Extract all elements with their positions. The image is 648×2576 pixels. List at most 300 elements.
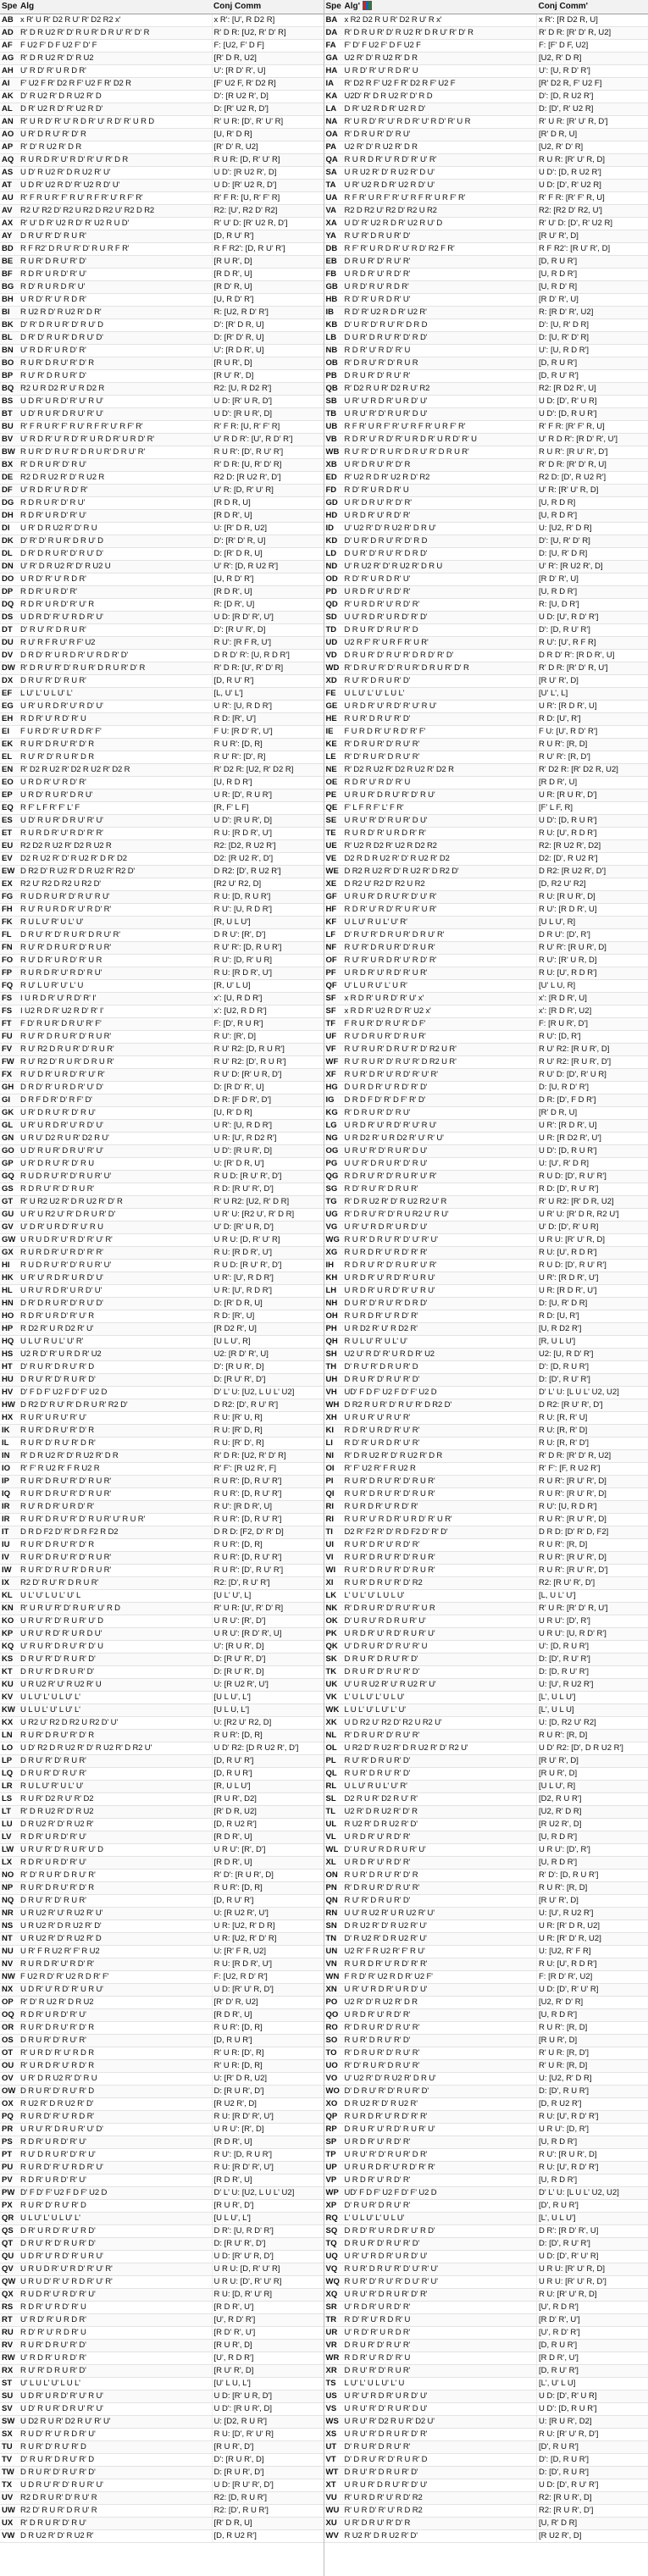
algorithm: D' R' D' R U R' D R U' D: [19, 535, 212, 548]
algorithm: D' R' D R U R' D' R U' D: [19, 319, 212, 332]
algorithm: U L' U' L U L' U' L: [19, 1590, 212, 1603]
algorithm: U D2 R U R' D2 R U' R' U': [19, 2416, 212, 2429]
case-code: UV: [0, 2492, 19, 2505]
table-row: [0, 650, 324, 662]
case-code: TK: [324, 1666, 343, 1679]
commutator: U R': [U', R D R']: [212, 1272, 324, 1285]
algorithm: D' R U R' D R U' R': [343, 2441, 537, 2454]
case-code: WB: [324, 446, 343, 459]
commutator: D': [R' D R, U]: [212, 319, 324, 332]
table-row: [0, 688, 324, 701]
algorithm: R U R' U R U' R' U': [19, 1412, 212, 1425]
commutator: [U, R D R']: [537, 1831, 648, 1844]
commutator: [R U' R', D]: [212, 2365, 324, 2378]
algorithm: R F' R' U R D R' U' R D' R2 F R': [343, 243, 537, 256]
case-code: GI: [0, 1094, 19, 1107]
case-code: GS: [0, 1183, 19, 1196]
table-row: [324, 307, 648, 319]
table-row: [0, 2073, 324, 2086]
commutator: R U R: [D, R' U' R]: [212, 154, 324, 167]
table-row: [324, 1806, 648, 1819]
commutator: U: [R2 U' R2, D]: [212, 1717, 324, 1730]
algorithm: R U R' D R U' R' D' R U R' U' R U R': [19, 1514, 212, 1526]
table-row: [0, 2390, 324, 2403]
table-row: [0, 1742, 324, 1755]
table-row: [324, 535, 648, 548]
commutator: U: [D2, R U R']: [212, 2416, 324, 2429]
algorithm: R' D R U2 R' D' R U R' D R U' R' D' R: [19, 27, 212, 40]
algorithm: U R' F R U2 R' F' R U2: [19, 1946, 212, 1958]
commutator: [R D R', U]: [212, 510, 324, 523]
commutator: R U: [U', R D R']: [537, 967, 648, 980]
algorithm: R U' R2 D R U R' D' R U R': [19, 1044, 212, 1056]
algorithm: R U R' D2 R U' R' D2: [19, 1793, 212, 1806]
commutator: [U, R D R]: [537, 497, 648, 510]
commutator: U D': [R U R', D]: [212, 1145, 324, 1158]
table-row: [324, 2454, 648, 2467]
case-code: SR: [324, 2302, 343, 2314]
commutator: U R' U: [R' D R, R2 U']: [537, 1209, 648, 1222]
algorithm: L' U L U' L' U L U': [343, 2213, 537, 2225]
algorithm: R' D' R U R' D R U' R': [343, 751, 537, 764]
case-code: KW: [0, 1704, 19, 1717]
table-row: [324, 1234, 648, 1247]
commutator: R: [D R', U]: [212, 599, 324, 612]
table-row: [324, 1476, 648, 1488]
algorithm: R' U2 R D2 R' U2 R D2 R2: [343, 840, 537, 853]
algorithm: R U R D R' U' R D' R' R': [343, 1958, 537, 1971]
case-code: KI: [324, 1425, 343, 1438]
table-row: [0, 573, 324, 586]
table-row: [0, 1526, 324, 1539]
commutator: U D': [D, R U R']: [537, 2403, 648, 2416]
table-row: [324, 2314, 648, 2327]
algorithm: R F R' U R F' R' U' R F R' U R F' R': [343, 421, 537, 434]
case-code: SF: [324, 1005, 343, 1018]
commutator: U: [R U2 R', U']: [212, 1679, 324, 1692]
case-code: QU: [0, 2251, 19, 2263]
table-row: [0, 154, 324, 167]
algorithm: R U R D R' U' R D' R' U' R': [343, 154, 537, 167]
table-row: [324, 599, 648, 612]
algorithm: R2 D R U2 R' D' R U2 R: [19, 472, 212, 485]
algorithm: U R U2 R' U' R U2 R' U': [19, 1908, 212, 1920]
algorithm: R2 D' R U R' D R U' R: [19, 2505, 212, 2518]
table-row: [324, 2479, 648, 2492]
algorithm: R D R' U' R D' R' U: [19, 2302, 212, 2314]
algorithm: U R' U' R D R' U R D' U': [343, 1222, 537, 1234]
table-row: [0, 2251, 324, 2263]
commutator: R U: [R, R' D']: [537, 1438, 648, 1450]
table-row: [324, 675, 648, 688]
commutator: D R2: [D', R U2 R']: [212, 866, 324, 878]
case-code: KG: [324, 1107, 343, 1120]
commutator: [R U2 R', D]: [537, 2530, 648, 2543]
table-row: [324, 2073, 648, 2086]
algorithm: R U R' D' R U' R' D R U R' D R U' R': [19, 446, 212, 459]
algorithm: R U' R' D R U R' D' R U R': [19, 942, 212, 955]
algorithm: L U' L' U L U' L' U: [343, 2378, 537, 2390]
table-row: [0, 2530, 324, 2543]
commutator: R U R': [R, D]: [537, 739, 648, 751]
commutator: R U': [R' U R, D]: [537, 955, 648, 967]
case-code: QE: [324, 802, 343, 815]
algorithm: R' D2 R U2 R' D2 R U2 R' D2 R: [343, 764, 537, 777]
table-row: [324, 1082, 648, 1094]
commutator: R U': [R D R', U]: [212, 1501, 324, 1514]
algorithm: R D' R' U' R D R' U: [343, 2314, 537, 2327]
commutator: U: [R' D R, U2]: [212, 2073, 324, 2086]
algorithm: U R' U' R D R' U R D' U': [343, 1984, 537, 1997]
case-code: EW: [0, 866, 19, 878]
commutator: D': [R U' R', D]: [212, 624, 324, 637]
table-row: [0, 1056, 324, 1069]
case-code: PQ: [0, 2111, 19, 2124]
commutator: R U: [D, R U R']: [212, 891, 324, 904]
table-row: [0, 116, 324, 129]
algorithm: R U D R U R' D' R U' R U': [19, 891, 212, 904]
table-row: [0, 1997, 324, 2009]
commutator: [R U2 R', D]: [537, 1819, 648, 1831]
algorithm: U R' U' R D R' U R D' U': [19, 1272, 212, 1285]
case-code: NW: [0, 1971, 19, 1984]
table-row: [0, 1539, 324, 1552]
algorithm: U D R' U' R D' R' U R U': [19, 2251, 212, 2263]
commutator: U: [R' D R, U2]: [212, 523, 324, 535]
algorithm: U R' U' R D R' U R D' U': [343, 2390, 537, 2403]
commutator: [R, U L U']: [537, 1336, 648, 1349]
case-code: QW: [0, 2276, 19, 2289]
table-row: [0, 2454, 324, 2467]
algorithm: R D R' U R D' R' U' R: [19, 1310, 212, 1323]
table-row: [0, 2022, 324, 2035]
case-code: AK: [0, 91, 19, 103]
commutator: U: [R' D R, U']: [212, 1158, 324, 1171]
case-code: WP: [324, 2187, 343, 2200]
commutator: [U2, R' D R]: [537, 53, 648, 65]
case-code: UF: [324, 1031, 343, 1044]
commutator: R U D: [D', R U' R']: [537, 1171, 648, 1183]
case-code: GL: [0, 1120, 19, 1133]
commutator: U': [D, R U R']: [537, 1641, 648, 1654]
case-code: XT: [324, 2479, 343, 2492]
commutator: U: [U', R' D R]: [537, 1158, 648, 1171]
algorithm: U' R U2 R' D' R U2 R' D R U: [343, 561, 537, 573]
case-code: UB: [324, 421, 343, 434]
commutator: U: [U', R U2 R']: [537, 1679, 648, 1692]
commutator: U R U': [D', R']: [537, 1844, 648, 1857]
commutator: [R D R', U]: [212, 2174, 324, 2187]
case-code: LQ: [0, 1768, 19, 1781]
table-row: [324, 1145, 648, 1158]
algorithm: U R' D R U' R' D' R U': [19, 1107, 212, 1120]
algorithm: L' U L U' L' U L U': [343, 1692, 537, 1704]
table-row: [324, 1438, 648, 1450]
case-code: HD: [324, 510, 343, 523]
commutator: U R': [U, R D R']: [212, 1120, 324, 1133]
table-row: [0, 53, 324, 65]
table-row: [324, 2098, 648, 2111]
table-row: [324, 2390, 648, 2403]
left-table: [0, 0, 324, 2543]
case-code: QX: [0, 2289, 19, 2302]
case-code: HI: [0, 1260, 19, 1272]
commutator: R2: [R2 D' R2, U']: [537, 205, 648, 218]
case-code: UD: [324, 637, 343, 650]
case-code: OB: [324, 357, 343, 370]
case-code: DA: [324, 27, 343, 40]
algorithm: U2 R' D R U2 R' D' R: [343, 1806, 537, 1819]
table-row: [0, 1704, 324, 1717]
table-row: [0, 1082, 324, 1094]
case-code: UH: [324, 1374, 343, 1387]
commutator: R U D: [R U' R', D']: [212, 1260, 324, 1272]
algorithm: U R U' R' D' R U R' D R': [343, 2149, 537, 2162]
case-code: DU: [0, 637, 19, 650]
commutator: D: [R U' R', D']: [212, 2238, 324, 2251]
algorithm: U R D R' U' R D' R' U R': [343, 967, 537, 980]
commutator: [D, R U2 R']: [537, 2098, 648, 2111]
case-code: XI: [324, 1577, 343, 1590]
commutator: D R U': [R', D']: [212, 929, 324, 942]
commutator: R2 D: [R U2 R', D']: [212, 472, 324, 485]
table-row: [0, 1552, 324, 1565]
commutator: D: [D, R U' R']: [537, 1666, 648, 1679]
right-header-alg: [343, 0, 537, 14]
algorithm: R U' R U R' D' R U' R' D R2 U R': [343, 1056, 537, 1069]
algorithm: D R2 U' R2 D' R2 U R2: [343, 878, 537, 891]
algorithm: U R U' R' D' R U R' U' D: [19, 1844, 212, 1857]
commutator: R U: [R' U, R]: [212, 1412, 324, 1425]
table-row: [0, 2289, 324, 2302]
algorithm: R' D R U' R' D' R U R: [343, 357, 537, 370]
algorithm: R U R D R' U' R D' R': [343, 1310, 537, 1323]
case-code: TN: [324, 1933, 343, 1946]
table-row: [324, 701, 648, 713]
case-code: TL: [324, 1806, 343, 1819]
algorithm: R U' D R' U R D' R' U' R': [19, 1069, 212, 1082]
case-code: XE: [324, 878, 343, 891]
algorithm: U R' D R U' R' D' R': [343, 497, 537, 510]
case-code: QI: [324, 1488, 343, 1501]
table-row: [324, 2441, 648, 2454]
table-row: [324, 2365, 648, 2378]
commutator: U R U': [R D' R', U]: [212, 1628, 324, 1641]
algorithm: R D R' U' R D' R' U: [19, 713, 212, 726]
table-row: [324, 853, 648, 866]
commutator: x': [U, R D R']: [212, 993, 324, 1005]
algorithm: U R' D R U' R' D' R: [19, 129, 212, 141]
case-code: GW: [0, 1234, 19, 1247]
algorithm: R U D R U' R' D' R U R' U': [19, 1171, 212, 1183]
algorithm: R U' D R U R' D' R U R': [343, 1031, 537, 1044]
case-code: SP: [324, 2136, 343, 2149]
case-code: NQ: [0, 1895, 19, 1908]
table-row: [0, 2124, 324, 2136]
table-row: [0, 2276, 324, 2289]
commutator: [R' D' R, U2]: [212, 1997, 324, 2009]
case-code: SV: [0, 2403, 19, 2416]
case-code: PH: [324, 1323, 343, 1336]
table-row: [0, 2149, 324, 2162]
table-row: [0, 942, 324, 955]
commutator: R U R': [R, D]: [537, 1882, 648, 1895]
algorithm: U D R' U2 R D' R' U2 R D' U': [19, 180, 212, 192]
algorithm: UD' F D F' U2 F D' F' U2 D: [343, 2187, 537, 2200]
table-row: [324, 1984, 648, 1997]
table-row: [324, 523, 648, 535]
case-code: IP: [0, 1476, 19, 1488]
table-row: [324, 2086, 648, 2098]
case-code: PF: [324, 967, 343, 980]
commutator: [D, R U' R']: [212, 1755, 324, 1768]
commutator: [U, R D R']: [537, 269, 648, 281]
algorithm: U R U R' U' R U' R': [343, 1412, 537, 1425]
algorithm: U2 R' F R U2 R' F' R U': [343, 1946, 537, 1958]
commutator: R' D R: [U', R' D' R]: [212, 662, 324, 675]
commutator: U R U': [R', D]: [212, 2124, 324, 2136]
commutator: [R D' R', U]: [537, 294, 648, 307]
commutator: D': [D, R U2 R']: [537, 91, 648, 103]
commutator: R' D R: [R' D' R, U]: [537, 459, 648, 472]
commutator: U D: [R' U2 R, D']: [212, 180, 324, 192]
table-row: [324, 1183, 648, 1196]
table-row: [324, 1222, 648, 1234]
case-code: LP: [0, 1755, 19, 1768]
commutator: [R, U L U']: [212, 917, 324, 929]
table-row: [0, 1717, 324, 1730]
case-code: OL: [324, 1742, 343, 1755]
algorithm: U R D' R' U' R D R' U: [343, 65, 537, 78]
case-code: SO: [324, 2035, 343, 2047]
table-row: [0, 675, 324, 688]
algorithm: F D' R U R' D R U' R' F': [19, 1018, 212, 1031]
table-row: [324, 497, 648, 510]
case-code: NX: [0, 1984, 19, 1997]
table-row: [0, 1781, 324, 1793]
table-row: [324, 78, 648, 91]
case-code: UT: [324, 2441, 343, 2454]
commutator: U R: [U2, R' D' R]: [212, 1933, 324, 1946]
case-code: OT: [0, 2047, 19, 2060]
commutator: D: [D', R U' R']: [537, 2238, 648, 2251]
commutator: U R U': [R', D']: [212, 1615, 324, 1628]
algorithm: R D' R' U2 R D R' U2 R': [343, 307, 537, 319]
case-code: UN: [324, 1946, 343, 1958]
right-header-row: [324, 0, 648, 14]
commutator: [R D R', U]: [212, 269, 324, 281]
table-row: [0, 1171, 324, 1183]
case-code: UI: [324, 1539, 343, 1552]
algorithm: R2 D R U R' D' R U' R: [19, 2492, 212, 2505]
case-code: XL: [324, 1857, 343, 1870]
table-row: [324, 1933, 648, 1946]
case-code: EL: [0, 751, 19, 764]
case-code: FW: [0, 1056, 19, 1069]
table-row: [324, 192, 648, 205]
table-row: [324, 1349, 648, 1361]
algorithm: R U R' D R U' R' D': [343, 2035, 537, 2047]
table-row: [324, 281, 648, 294]
table-row: [324, 1209, 648, 1222]
algorithm: R' D R U R' D' R U': [19, 2518, 212, 2530]
case-code: HF: [324, 904, 343, 917]
algorithm: R' D R U2 R' D' R U2 R' D R: [343, 1450, 537, 1463]
case-code: DH: [0, 510, 19, 523]
commutator: [D, R U R']: [537, 2340, 648, 2352]
algorithm: R D R' U R D' R': [19, 586, 212, 599]
case-code: PO: [324, 1997, 343, 2009]
case-code: WV: [324, 2530, 343, 2543]
commutator: R' U R: [R, D]: [537, 2060, 648, 2073]
table-row: [324, 2124, 648, 2136]
table-row: [0, 383, 324, 396]
table-row: [324, 154, 648, 167]
table-row: [0, 307, 324, 319]
case-code: DF: [0, 485, 19, 497]
case-code: HW: [0, 1399, 19, 1412]
table-row: [0, 269, 324, 281]
algorithm: D U R' D R U' R' D' R D': [343, 332, 537, 345]
algorithm: U U' R U2 R' U R U2 R' U': [343, 1908, 537, 1920]
table-row: [324, 1742, 648, 1755]
algorithm: R D R' U' R D' R' U R D R' U R D' R' U: [343, 434, 537, 446]
commutator: U' D: [D', R' U R]: [537, 1222, 648, 1234]
case-code: EI: [0, 726, 19, 739]
case-code: VO: [324, 2073, 343, 2086]
algorithm: D R U R' D' R U' R': [343, 370, 537, 383]
table-row: [0, 2162, 324, 2174]
table-row: [324, 116, 648, 129]
algorithm: R' D R U2 R' D' R U2: [19, 1806, 212, 1819]
algorithm: U R U R' D R U' R' D' U' R': [343, 891, 537, 904]
commutator: [R' D R, U2]: [212, 1806, 324, 1819]
table-row: [0, 1209, 324, 1222]
table-row: [0, 485, 324, 497]
algorithm: R' U R D' R' U' R D R' U' R D' R' U R D: [19, 116, 212, 129]
commutator: D: [U, R' D R]: [537, 1298, 648, 1310]
commutator: [D, R U R']: [212, 2035, 324, 2047]
right-header-code-text: Spe: [325, 2, 341, 11]
case-code: LG: [324, 1120, 343, 1133]
commutator: [D, R U' R']: [212, 230, 324, 243]
table-row: [0, 1730, 324, 1742]
table-row: [0, 510, 324, 523]
table-row: [0, 828, 324, 840]
table-row: [0, 1831, 324, 1844]
case-code: KP: [0, 1628, 19, 1641]
algorithm: U' U2 R' D' R U2 R' D R U': [343, 523, 537, 535]
algorithm: D' R U' R' D R U R': [19, 624, 212, 637]
table-row: [324, 2149, 648, 2162]
algorithm: D R U' R' D R U R' D': [343, 2467, 537, 2479]
commutator: U' R': [D, R U2 R']: [212, 561, 324, 573]
case-code: AN: [0, 116, 19, 129]
algorithm: D R U2 R' D' R U2 R' U': [343, 1920, 537, 1933]
table-row: [324, 586, 648, 599]
commutator: [R D R', U']: [537, 2352, 648, 2365]
table-row: [0, 701, 324, 713]
algorithm: R2 U R D2 R' U' R D2 R: [19, 383, 212, 396]
table-row: [0, 345, 324, 357]
commutator: D: [R' D R, U]: [212, 548, 324, 561]
table-row: [324, 14, 648, 27]
case-code: RL: [324, 1781, 343, 1793]
case-code: FO: [0, 955, 19, 967]
commutator: D: [D', R U' R']: [537, 1654, 648, 1666]
algorithm: R U' R' D R U R' D' R U R': [19, 1031, 212, 1044]
case-code: ID: [324, 523, 343, 535]
